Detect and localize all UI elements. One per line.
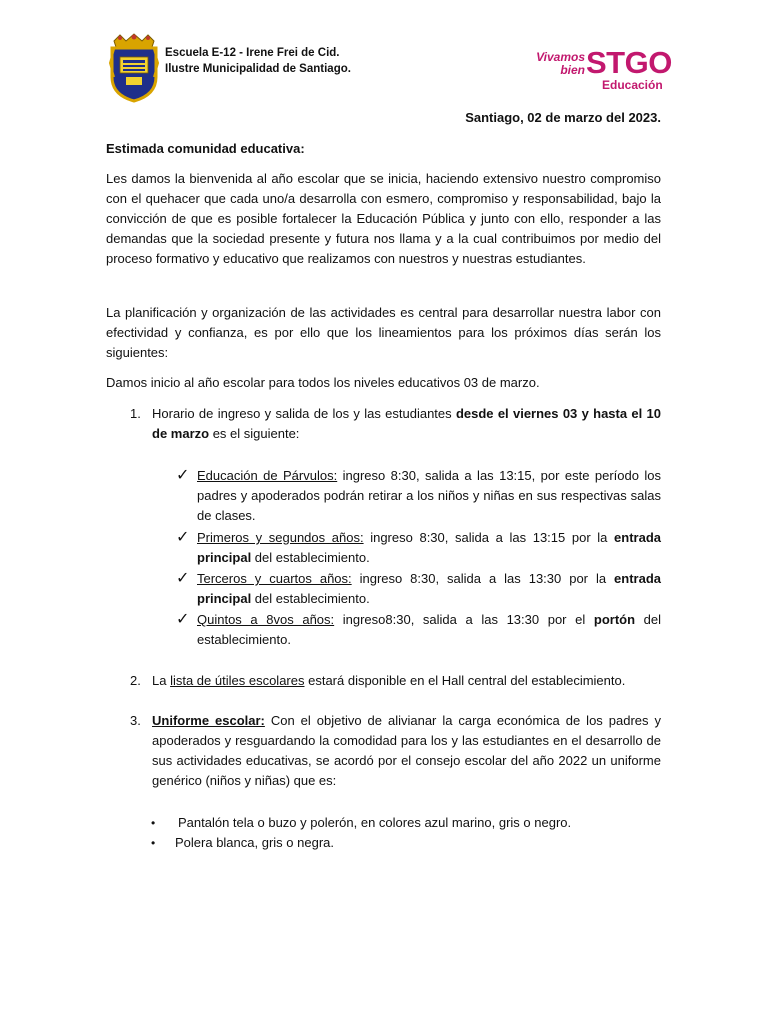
schedule-parvulos: Educación de Párvulos: ingreso 8:30, salida a las 13:15, por este período los padres y apoderados podrán retirar a los niños y niñas en sus respectivas salas de clases. — [197, 468, 661, 523]
school-crest-icon — [106, 33, 162, 103]
letter-date: Santiago, 02 de marzo del 2023. — [465, 110, 661, 125]
logo-tagline: Vivamos bien — [536, 50, 585, 77]
schedule-quintos: Quintos a 8vos años: ingreso8:30, salida a las 13:30 por el portón del establecimiento. — [197, 612, 661, 647]
item-uniform: Uniforme escolar: Con el objetivo de alivianar la carga económica de los padres y apoderados y resguardando la comodidad para los y las estudiantes en el desarrollo de sus actividades educativas, se acordó por el consejo escolar del año 2022 un uniforme genérico (niños y niñas) que es: — [152, 713, 661, 788]
school-header — [165, 45, 351, 77]
item-number: 2. — [130, 673, 141, 688]
logo-educacion: Educación — [602, 78, 663, 92]
paragraph-planning: La planificación y organización de las actividades es central para desarrollar nuestra labor con efectividad y confianza, es por ello que los lineamientos para los próximos días serán los siguientes: — [106, 305, 661, 360]
item-supply-list: La lista de útiles escolares estará disponible en el Hall central del establecimiento. — [152, 673, 626, 688]
schedule-primeros: Primeros y segundos años: ingreso 8:30, salida a las 13:15 por la entrada principal del establecimiento. — [197, 530, 661, 565]
uniform-item: Pantalón tela o buzo y polerón, en colores azul marino, gris o negro. — [178, 815, 572, 830]
paragraph-welcome: Les damos la bienvenida al año escolar que se inicia, haciendo extensivo nuestro compromiso con el quehacer que cada uno/a desarrolla con esmero, compromiso y responsabilidad, bajo la convicción de que es posible fortalecer la Educación Pública y junto con ello, responder a las demandas que la sociedad presente y futura nos llama y a la cual contribuimos por medio del proceso formativo y educativo que realizamos con nuestros y nuestras estudiantes. — [106, 171, 661, 266]
check-mark-icon: ✓ — [176, 467, 190, 484]
bullet-icon: • — [151, 836, 156, 850]
bullet-icon: • — [151, 816, 156, 830]
item-number: 1. — [130, 406, 141, 421]
letter-greeting: Estimada comunidad educativa: — [106, 141, 305, 156]
logo-stgo: STGO — [586, 45, 672, 80]
schedule-terceros: Terceros y cuartos años: ingreso 8:30, salida a las 13:30 por la entrada principal del establecimiento. — [197, 571, 661, 606]
check-mark-icon: ✓ — [176, 611, 190, 628]
check-mark-icon: ✓ — [176, 529, 190, 546]
check-mark-icon: ✓ — [176, 570, 190, 587]
item-schedule: Horario de ingreso y salida de los y las estudiantes desde el viernes 03 y hasta el 10 de marzo es el siguiente: — [152, 406, 661, 441]
vivamos-bien-stgo-logo — [522, 45, 672, 96]
municipality-name: Ilustre Municipalidad de Santiago. — [165, 63, 351, 75]
item-number: 3. — [130, 713, 141, 728]
school-name: Escuela E-12 - Irene Frei de Cid. — [165, 47, 340, 59]
uniform-item: Polera blanca, gris o negra. — [175, 835, 334, 850]
paragraph-start: Damos inicio al año escolar para todos los niveles educativos 03 de marzo. — [106, 375, 540, 390]
